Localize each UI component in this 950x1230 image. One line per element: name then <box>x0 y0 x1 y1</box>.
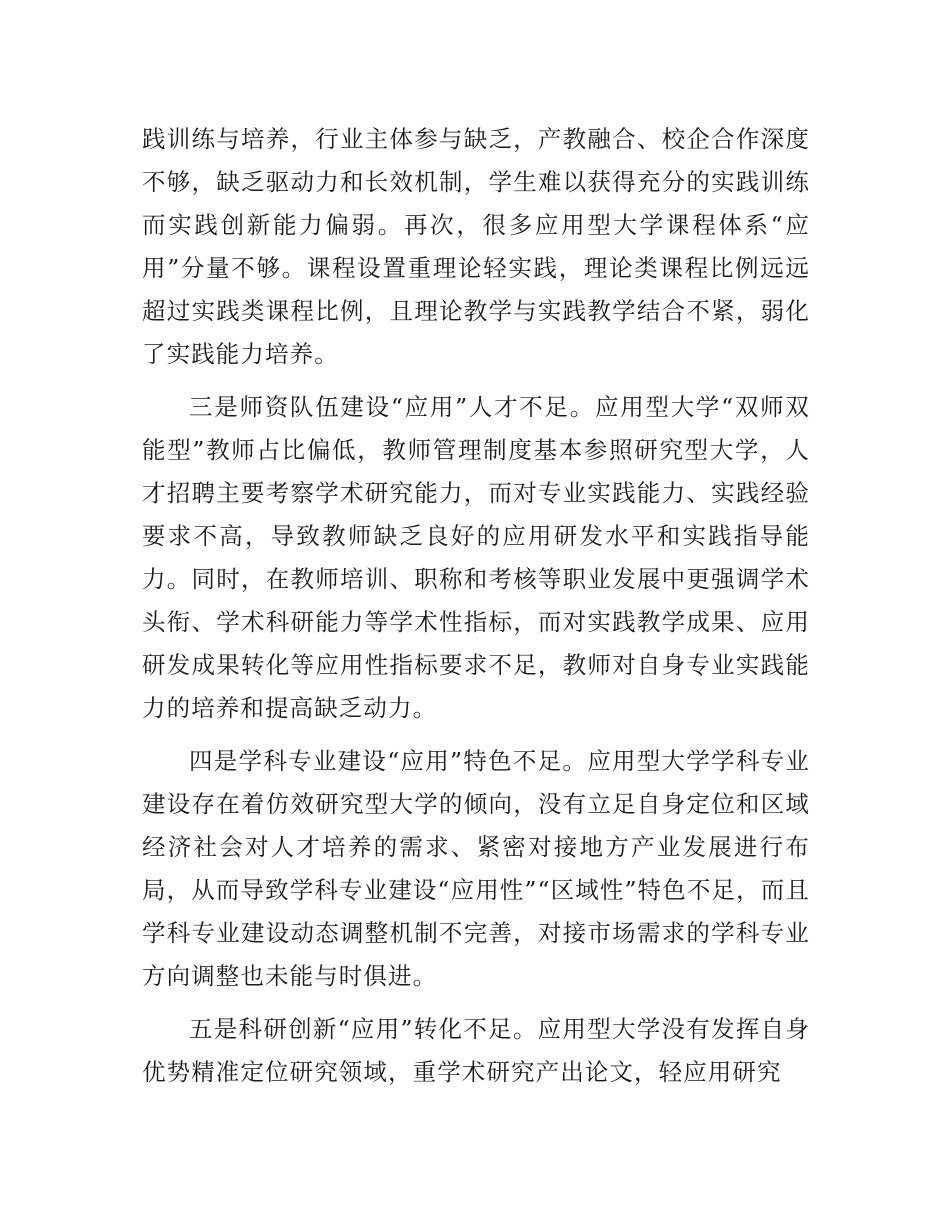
paragraph-research-innovation: 五是科研创新“应用”转化不足。应用型大学没有发挥自身优势精准定位研究领域，重学术研究产出论文，轻应用研究 <box>142 1015 810 1086</box>
document-body <box>142 118 810 1104</box>
paragraph-discipline-construction: 四是学科专业建设“应用”特色不足。应用型大学学科专业建设存在着仿效研究型大学的倾向，没有立足自身定位和区域经济社会对人才培养的需求、紧密对接地方产业发展进行布局，从而导致学科专业建设“应用性”“区域性”特色不足，而且学科专业建设动态调整机制不完善，对接市场需求的学科专业方向调整也未能与时俱进。 <box>142 747 810 990</box>
paragraph-teacher-team: 三是师资队伍建设“应用”人才不足。应用型大学“双师双能型”教师占比偏低，教师管理制度基本参照研究型大学，人才招聘主要考察学术研究能力，而对专业实践能力、实践经验要求不高，导致教师缺乏良好的应用研发水平和实践指导能力。同时，在教师培训、职称和考核等职业发展中更强调学术头衔、学术科研能力等学术性指标，而对实践教学成果、应用研发成果转化等应用性指标要求不足，教师对自身专业实践能力的培养和提高缺乏动力。 <box>142 393 810 722</box>
paragraph-continuation: 践训练与培养，行业主体参与缺乏，产教融合、校企合作深度不够，缺乏驱动力和长效机制，学生难以获得充分的实践训练而实践创新能力偏弱。再次，很多应用型大学课程体系“应用”分量不够。课程设置重理论轻实践，理论类课程比例远远超过实践类课程比例，且理论教学与实践教学结合不紧，弱化了实践能力培养。 <box>142 125 810 368</box>
